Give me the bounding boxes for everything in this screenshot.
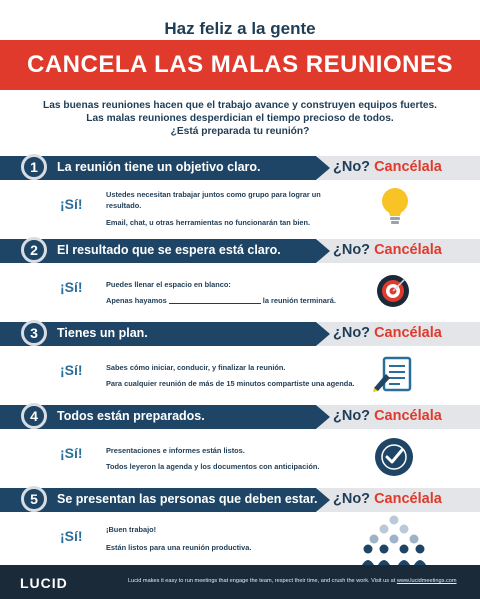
lightbulb-icon [380,186,410,228]
si-label: ¡Sí! [60,196,83,212]
step-bar [0,322,480,346]
intro-line-3: ¿Está preparada tu reunión? [170,126,310,137]
document-pen-icon [372,356,414,392]
cancel-label: Cancélala [374,325,442,341]
si-label: ¡Sí! [60,445,83,461]
no-cancel-label [333,408,442,424]
footer-text [128,578,457,584]
no-cancel-label [333,159,442,175]
step-heading: Todos están preparados. [57,409,205,423]
step-line-2: Están listos para una reunión productiva. [106,543,252,552]
step-line-2: Todos leyeron la agenda y los documentos con anticipación. [106,462,320,471]
lucid-logo: LUCID [20,575,68,591]
no-cancel-label [333,491,442,507]
step-heading: Se presentan las personas que deben estar. [57,492,318,506]
no-label: ¿No? [333,242,371,258]
step-line-1: ¡Buen trabajo! [106,525,157,534]
page-kicker: Haz feliz a la gente [164,19,316,38]
footer-tagline: Lucid makes it easy to run meetings that engage the team, respect their time, and crush the work. Visit us at [128,578,396,584]
footer-link[interactable]: www.lucidmeetings.com [396,578,457,584]
target-icon [376,274,410,308]
step-number: 3 [21,320,47,346]
fill-in-start: Apenas hayamos [106,296,167,305]
footer [0,565,480,599]
step-line-2: Email, chat, u otras herramientas no funcionarán tan bien. [106,218,311,227]
cancel-label: Cancélala [374,159,442,175]
no-label: ¿No? [333,408,371,424]
fill-in-end: la reunión terminará. [262,296,336,305]
step-bar [0,239,480,263]
step-line-1: Presentaciones e informes están listos. [106,446,245,455]
cancel-label: Cancélala [374,408,442,424]
no-label: ¿No? [333,325,371,341]
cancel-label: Cancélala [374,242,442,258]
no-cancel-label [333,242,442,258]
step-line-1: Sabes cómo iniciar, conducir, y finalizar la reunión. [106,363,286,372]
intro-line-2: Las malas reuniones desperdician el tiempo precioso de todos. [86,113,394,124]
step-number: 4 [21,403,47,429]
step-number: 5 [21,486,47,512]
blank-line [169,303,261,304]
title-banner [0,40,480,90]
step-bar [0,156,480,180]
intro-line-1: Las buenas reuniones hacen que el trabajo avance y construyen equipos fuertes. [42,100,438,111]
checkmark-icon [374,437,414,477]
step-line-1: Puedes llenar el espacio en blanco: [106,280,231,289]
step-bar [0,488,480,512]
step-heading: Tienes un plan. [57,326,148,340]
step-bar [0,405,480,429]
step-heading: La reunión tiene un objetivo claro. [57,160,261,174]
step-line-1: Ustedes necesitan trabajar juntos como grupo para lograr un resultado. [106,190,321,210]
step-line-2: Para cualquier reunión de más de 15 minutos compartiste una agenda. [106,379,355,388]
no-cancel-label [333,325,442,341]
step-number: 1 [21,154,47,180]
people-icon [362,515,426,565]
cancel-label: Cancélala [374,491,442,507]
intro-text [30,99,450,138]
si-label: ¡Sí! [60,362,83,378]
step-bar-blue [0,322,330,346]
no-label: ¿No? [333,159,371,175]
step-number: 2 [21,237,47,263]
si-label: ¡Sí! [60,279,83,295]
no-label: ¿No? [333,491,371,507]
step-heading: El resultado que se espera está claro. [57,243,281,257]
page-title: CANCELA LAS MALAS REUNIONES [27,51,453,78]
step-line-2 [106,295,346,306]
si-label: ¡Sí! [60,528,83,544]
